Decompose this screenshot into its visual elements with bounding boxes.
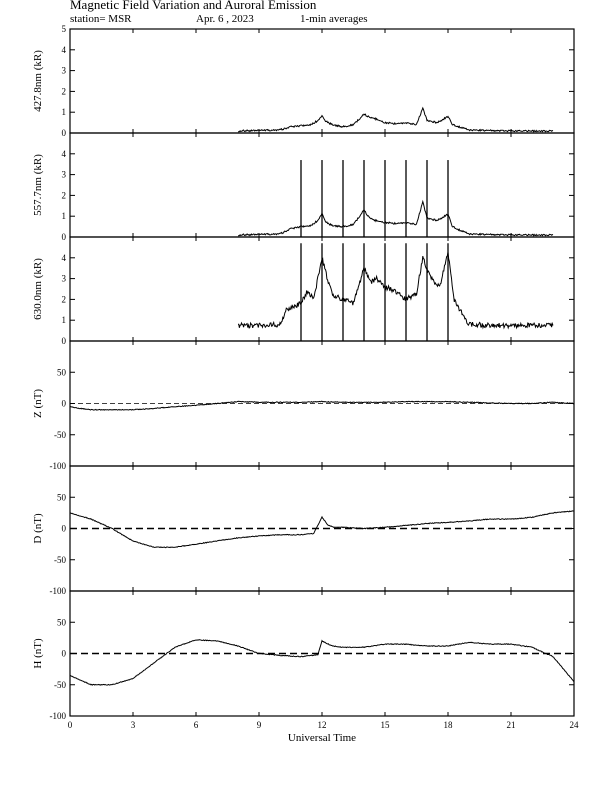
y-axis-label: Z (nT) <box>32 388 44 419</box>
panel-5577 <box>32 133 574 242</box>
series-line <box>238 108 553 132</box>
y-tick-label: 2 <box>61 190 66 201</box>
x-tick-label: 24 <box>569 720 579 730</box>
y-tick-label: 50 <box>57 367 66 378</box>
x-tick-label: 3 <box>130 720 136 730</box>
series-line <box>238 252 553 328</box>
y-tick-label: 2 <box>61 86 66 97</box>
panels <box>32 24 579 744</box>
y-tick-label: 1 <box>61 107 66 118</box>
y-tick-label: 50 <box>57 617 66 628</box>
panel-d <box>32 466 574 596</box>
series-line <box>70 640 574 685</box>
averaging-label: 1-min averages <box>300 13 368 25</box>
y-tick-label: 0 <box>61 648 66 659</box>
y-tick-label: 0 <box>61 336 66 346</box>
y-tick-label: -50 <box>54 429 66 440</box>
y-tick-label: 0 <box>61 523 66 534</box>
y-tick-label: -100 <box>49 586 66 596</box>
y-axis-label: 630.0nm (kR) <box>32 258 44 320</box>
series-line <box>70 401 574 410</box>
y-tick-label: 4 <box>61 252 66 263</box>
series-line <box>70 511 574 548</box>
y-tick-label: 4 <box>61 44 66 55</box>
figure-title: Magnetic Field Variation and Auroral Emission <box>70 0 317 12</box>
y-tick-label: 3 <box>61 65 66 76</box>
y-tick-label: 1 <box>61 315 66 326</box>
y-tick-label: 0 <box>61 398 66 409</box>
x-tick-label: 21 <box>506 720 516 730</box>
y-tick-label: -100 <box>49 461 66 471</box>
x-tick-label: 9 <box>256 720 262 730</box>
y-tick-label: -50 <box>54 679 66 690</box>
panel-6300 <box>32 237 574 346</box>
y-tick-label: 0 <box>61 232 66 242</box>
y-axis-label: 427.8nm (kR) <box>32 50 44 112</box>
station-label: station= MSR <box>70 13 132 25</box>
panel-frame <box>70 29 574 133</box>
x-tick-label: 15 <box>380 720 390 730</box>
y-axis-label: H (nT) <box>32 638 44 669</box>
y-tick-label: 4 <box>61 148 66 159</box>
panel-z <box>32 341 574 471</box>
y-tick-label: 5 <box>61 24 66 34</box>
panel-frame <box>70 591 574 716</box>
date-label: Apr. 6 , 2023 <box>196 13 254 25</box>
x-tick-label: 18 <box>443 720 453 730</box>
y-tick-label: -100 <box>49 711 66 721</box>
panel-frame <box>70 466 574 591</box>
y-tick-label: -50 <box>54 554 66 565</box>
y-tick-label: 3 <box>61 169 66 180</box>
y-tick-label: 1 <box>61 211 66 222</box>
y-tick-label: 3 <box>61 273 66 284</box>
y-axis-label: 557.7nm (kR) <box>32 154 44 216</box>
panel-4278 <box>32 24 574 138</box>
x-axis-label: Universal Time <box>287 732 357 744</box>
y-tick-label: 50 <box>57 492 66 503</box>
series-line <box>238 202 553 236</box>
y-tick-label: 2 <box>61 294 66 305</box>
y-axis-label: D (nT) <box>32 513 44 544</box>
x-tick-label: 6 <box>193 720 199 730</box>
panel-h <box>32 591 579 744</box>
y-tick-label: 0 <box>61 128 66 138</box>
x-tick-label: 12 <box>317 720 327 730</box>
x-tick-label: 0 <box>67 720 73 730</box>
